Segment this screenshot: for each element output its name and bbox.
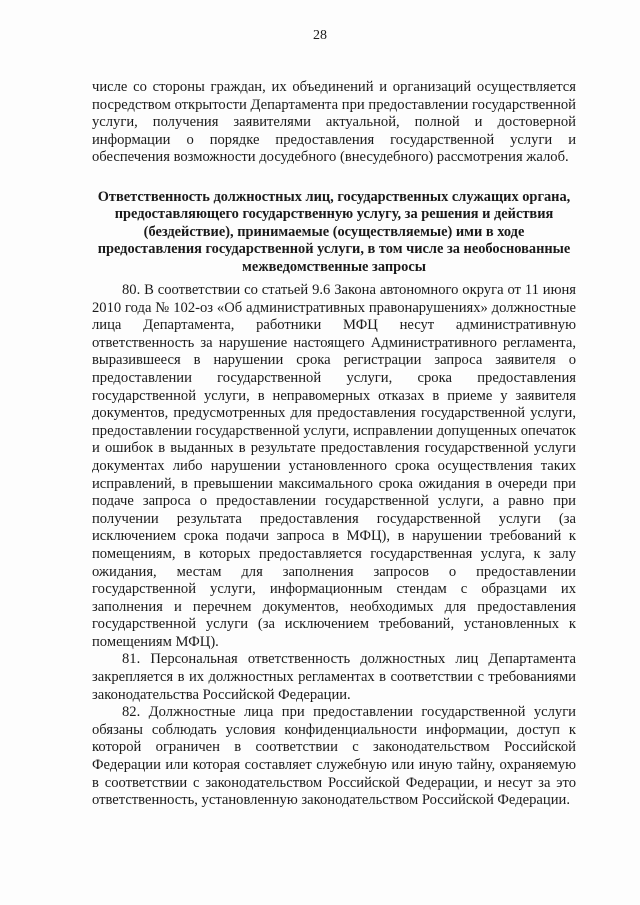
item-80-paragraph: 80. В соответствии со статьей 9.6 Закона автономного округа от 11 июня 2010 года № 102-оз «Об административных правонарушениях» должностные лица Департамента, работники МФЦ несут административную ответственность за нарушение настоящего Административного регламента, выразившееся в нарушении срока регистрации запроса заявителя о предоставлении государственной услуги, срока предоставления государственной услуги, в неправомерных отказах в приеме у заявителя документов, предусмотренных для предоставления государственной услуги, предоставлении государственной услуги, исправлении допущенных опечаток и ошибок в выданных в результате предоставления государственной услуги документах либо нарушении установленного срока осуществления таких исправлений, в превышении максимального срока ожидания в очереди при подаче запроса о предоставлении государственной услуги, а равно при получении результата предоставления государственной услуги (за исключением срока подачи запроса в МФЦ), в нарушении требований к помещениям, в которых предоставляется государственная услуга, к залу ожидания, местам для заполнения запросов о предоставлении государственной услуги, информационным стендам с образцами их заполнения и перечнем документов, необходимых для предоставления государственной услуги (за исключением требований, установленных к помещениям МФЦ). [92,282,576,650]
page-number: 28 [313,28,327,43]
intro-paragraph: числе со стороны граждан, их объединений и организаций осуществляется посредством открытости Департамента при предоставлении государственной услуги, получения заявителями актуальной, полной и достоверной информации о порядке предоставления государственной услуги и обеспечения возможности досудебного (внесудебного) рассмотрения жалоб. [92,79,576,166]
item-82-paragraph: 82. Должностные лица при предоставлении государственной услуги обязаны соблюдать условия конфиденциальности информации, доступ к которой ограничен в соответствии с законодательством Российской Федерации или которая составляет служебную или иную тайну, охраняемую в соответствии с законодательством Российской Федерации, и несут за это ответственность, установленную законодательством Российской Федерации. [92,704,576,809]
item-81-paragraph: 81. Персональная ответственность должностных лиц Департамента закрепляется в их должностных регламентах в соответствии с требованиями законодательства Российской Федерации. [92,651,576,703]
page-body [92,79,576,810]
section-heading: Ответственность должностных лиц, государственных служащих органа, предоставляющего государственную услугу, за решения и действия (бездействие), принимаемые (осуществляемые) ими в ходе предоставления государственной услуги, в том числе за необоснованные межведомственные запросы [97,188,571,275]
